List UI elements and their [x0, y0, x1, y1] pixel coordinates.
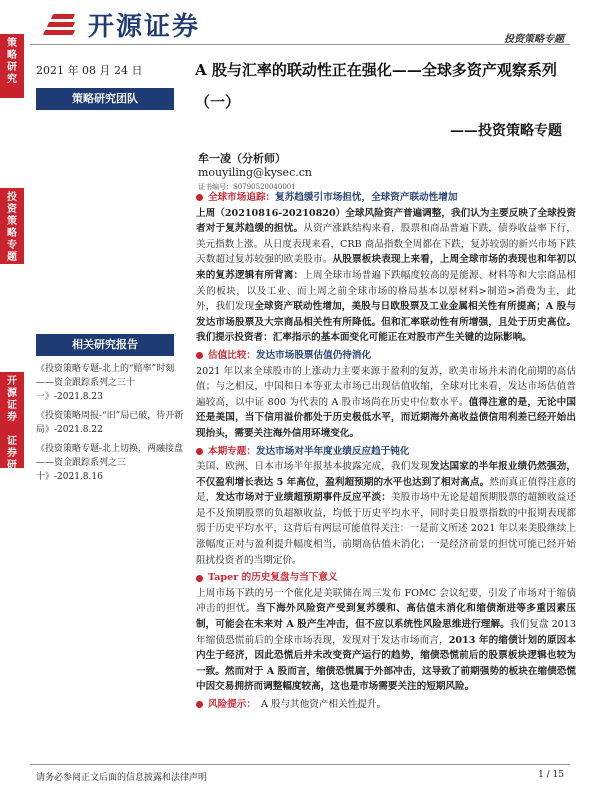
- brand-logo: [44, 6, 200, 43]
- section-heading-text: [208, 444, 409, 460]
- paragraph-run: 值得注意的是，无论中国还是美国，当下信用溢价都处于历史极低水平，而近期海外高收益债信用利差已经开始出现抬头，需要关注海外信用环境变化。: [196, 396, 577, 439]
- paragraph-run: 当下海外风险资产受到复苏缓和、高估值未消化和缩债渐进等多重因素压制，可能会在未来对 A 股产生冲击，但不应以系统性风险思维进行理解。: [196, 603, 577, 631]
- section-topic: Taper 的历史复盘与当下意义: [208, 572, 338, 584]
- paragraph-run: 发达市场对于业绩超预期事件反应平淡：: [215, 492, 391, 504]
- paragraph-run: 发达国家的半年报业绩仍然强劲，不仅盈利增长表达 5 年高位，盈利超预期的水平也达到了相对高点。: [196, 461, 577, 488]
- bullet-icon: [196, 575, 203, 582]
- bullet-icon: [196, 448, 203, 455]
- section-paragraph: [196, 206, 576, 346]
- related-report-link[interactable]: 《投资策略专题-北上切换，两融接盘——资金跟踪系列之三十》-2021.8.16: [36, 444, 184, 482]
- brand-logo-mark-icon: [44, 12, 82, 38]
- related-report-link[interactable]: 《投资策略周报-“旧”局已破，待开新局》-2021.8.22: [36, 411, 184, 435]
- paragraph-run: 从股票板块表现上来看，上周全球市场的表现也和年初以来的复苏逻辑有所背离：: [196, 254, 577, 281]
- report-type-tag: 投资策略专题: [504, 34, 564, 45]
- header-divider: [30, 44, 570, 45]
- risk-heading: [196, 697, 576, 713]
- report-date: 2021 年 08 月 24 日: [36, 64, 143, 77]
- section-topic: 复苏趋缓引市场担忧，全球资产联动性增加: [275, 192, 458, 203]
- section-label: 本期专题：: [208, 445, 256, 457]
- sidebar-label-middle: 投 资 策 略 专 题: [0, 188, 24, 264]
- related-reports-header: 相关研究报告: [36, 334, 174, 356]
- section-label: 估值比较：: [208, 349, 256, 361]
- related-report-link[interactable]: 《投资策略专题-北上的“赔率”时刻——资金跟踪系列之三十一》-2021.8.23: [36, 364, 175, 402]
- report-body: [196, 190, 576, 713]
- paragraph-run: 从资产涨跌结构来看，股票和商品普遍下跌，债券收益率下行，美元指数上涨。从日度表现来看，CRB 商品指数全周都在下跌，复苏较弱的新兴市场下跌天数超过复苏较强的欧美股市。: [196, 223, 577, 266]
- paragraph-run: 然而真正值得注意的是，: [196, 476, 577, 504]
- author-block: [198, 152, 312, 194]
- section-paragraph: [196, 586, 576, 695]
- footer-disclaimer: 请务必参阅正文后面的信息披露和法律声明: [36, 773, 208, 783]
- author-cert: 证书编号：S0790520040001: [198, 183, 296, 191]
- section-heading: [196, 444, 576, 460]
- section-topic: 发达市场对半年度业绩反应趋于钝化: [255, 445, 410, 457]
- page-number: 1 / 15: [538, 770, 564, 780]
- paragraph-run: 上周市场下跌的另一个催化是美联储在周三发布 FOMC 会议纪要，引发了市场对于缩债冲击的担忧。: [196, 587, 576, 615]
- risk-text: A 股与其他资产相关性提升。: [260, 699, 387, 710]
- brand-logo-text: 开源证券: [88, 12, 201, 42]
- paragraph-run: 全球资产联动性增加，美股与日欧股票及工业金属相关性有所提高；A 股与发达市场股票及大宗商品相关性有所降低。但和汇率联动性有所增强，且处于历史高位。我们提示投资者：汇率指示的基本面变化可能正在对股市产生关键的边际影响。: [196, 301, 576, 344]
- risk-label: 风险提示：: [208, 699, 256, 710]
- section-heading: [196, 190, 576, 206]
- sidebar-label-bottom: 开 源 证 券 证 券 研 究 报 告: [0, 372, 24, 468]
- report-subtitle: ——投资策略专题: [450, 123, 562, 139]
- paragraph-run: 上周全球市场普遍下跌幅度较高的是能源、材料等和大宗商品相关的板块，以及工业、而上周之前全球市场的格局基本以原材料>制造>消费为主，此外，我们发现: [196, 269, 577, 313]
- bullet-icon: [196, 352, 203, 359]
- author-name: 牟一凌（分析师）: [198, 152, 286, 165]
- section-paragraph: [196, 364, 576, 442]
- section-topic: 发达市场股票估值仍待消化: [255, 349, 372, 361]
- paragraph-run: 美股市场中无论是超预期股票的超额收益还是不及预期股票的负超额收益，均低于历史平均水平，同时美日股票指数的中报期表现都弱于历史平均水平，这背后有两层可能值得关注：一是前文所述 2021 年以来美股继续上涨幅度正对与盈利提升幅度相当，前期高估值未消化；一是经济前景的担忧可能已经开始阻扰投资者的当期定价。: [196, 492, 577, 566]
- section-label: 全球市场追踪：: [208, 192, 276, 203]
- section-heading-text: [208, 570, 338, 586]
- author-email[interactable]: mouyiling@kysec.cn: [198, 166, 312, 179]
- section-heading: [196, 570, 576, 586]
- paragraph-run: 2013 年的缩债计划的原因本内生于经济，因此恐慌后并未改变资产运行的趋势，缩债恐慌前后的股票板块逻辑也较为一致。然而对于 A 股而言，缩债恐慌属于外部冲击，这导致了前期强势的板块在缩债恐慌中因交易拥挤而调整幅度较高，这也是市场需要关注的短期风险。: [196, 634, 577, 693]
- footer-divider: [30, 764, 570, 765]
- paragraph-run: 上周（20210816-20210820）全球风险资产普遍调整，我们认为主要反映了全球投资者对于复苏趋缓的担忧。: [196, 207, 576, 235]
- section-heading: [196, 348, 576, 364]
- bullet-icon: [196, 194, 203, 201]
- section-paragraph: [196, 459, 576, 568]
- related-reports-list: [36, 362, 188, 489]
- team-badge: 策略研究团队: [36, 88, 174, 110]
- paragraph-run: 2021 年以来全球股市的上涨动力主要来源于盈利的复苏，欧美市场并未消化前期的高估值；与之相反，中国和日本等亚太市场已出现估值收缩，全球对比来看，发达市场估值普遍较高，以中证 800 为代表的 A 股市场尚在历史中位数水平。: [196, 365, 576, 408]
- section-heading-text: [208, 348, 371, 364]
- paragraph-run: 我们复盘 2013 年缩债恐慌前后的全球市场表现，发现对于发达市场而言，: [196, 619, 576, 646]
- sidebar-label-top: 策 略 研 究: [0, 34, 24, 98]
- bullet-icon: [196, 701, 203, 708]
- section-heading-text: [208, 190, 457, 206]
- report-title: A 股与汇率的联动性正在强化——全球多资产观察系列（一）: [195, 61, 557, 111]
- paragraph-run: 美国、欧洲、日本市场半年报基本披露完成，我们发现: [196, 461, 430, 473]
